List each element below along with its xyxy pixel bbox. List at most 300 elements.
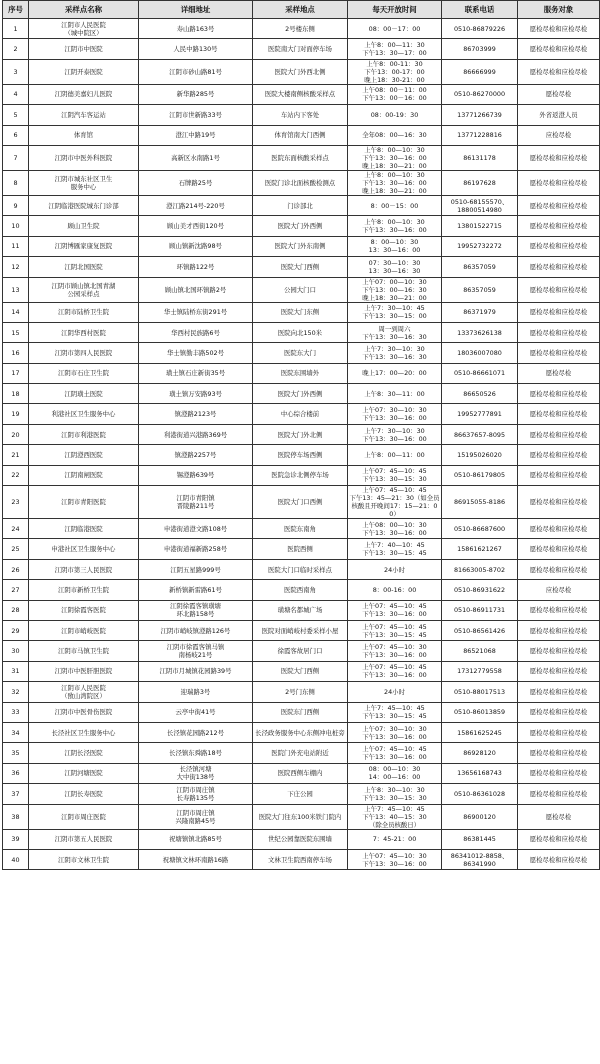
cell-sampling-location: 璜塘名都城广场 [253, 600, 348, 620]
table-row [3, 170, 600, 195]
cell-sampling-location: 医院停车场西侧 [253, 445, 348, 465]
cell-service-target: 愿检尽检和应检尽检 [518, 322, 600, 342]
cell-site-name: 江阴市周庄医院 [29, 804, 139, 829]
cell-phone: 86197628 [442, 170, 518, 195]
cell-service-target: 愿检尽检和应检尽检 [518, 641, 600, 661]
table-row [3, 145, 600, 170]
cell-address: 江阴五星路999号 [139, 559, 253, 579]
cell-phone: 13771266739 [442, 105, 518, 125]
table-row [3, 465, 600, 485]
cell-sampling-location: 医院大门外东南侧 [253, 236, 348, 256]
cell-address: 华士镇勤丰路502号 [139, 343, 253, 363]
cell-address: 利港街道兴港路369号 [139, 424, 253, 444]
cell-index: 5 [3, 105, 29, 125]
cell-index: 33 [3, 702, 29, 722]
cell-phone: 13656168743 [442, 763, 518, 783]
cell-service-target: 愿检尽检和应检尽检 [518, 722, 600, 742]
cell-index: 11 [3, 236, 29, 256]
cell-site-name: 江阴南闸医院 [29, 465, 139, 485]
cell-phone: 86371979 [442, 302, 518, 322]
cell-opening-hours: 8：00-16：00 [348, 580, 442, 600]
cell-sampling-location: 医院东面核酸采样点 [253, 145, 348, 170]
cell-sampling-location: 医院对面峭岐村委采样小屋 [253, 620, 348, 640]
cell-address: 江阴市周庄镇 长寿路135号 [139, 784, 253, 804]
cell-address: 迎瑞路3号 [139, 682, 253, 702]
cell-phone: 86900120 [442, 804, 518, 829]
cell-phone: 15195026020 [442, 445, 518, 465]
cell-opening-hours: 8：00－15：00 [348, 195, 442, 215]
cell-opening-hours: 上午8：00—10：30 下午13：30—16：00 晚上18：30—21：00 [348, 170, 442, 195]
cell-index: 38 [3, 804, 29, 829]
cell-opening-hours: 07：30—10：30 13：30—16：30 [348, 257, 442, 277]
cell-index: 6 [3, 125, 29, 145]
table-row [3, 105, 600, 125]
cell-address: 环镇路122号 [139, 257, 253, 277]
cell-site-name: 江阴长寿医院 [29, 784, 139, 804]
cell-site-name: 江阴市峭岐医院 [29, 620, 139, 640]
table-row [3, 216, 600, 236]
cell-sampling-location: 中心综合楼前 [253, 404, 348, 424]
cell-opening-hours: 上午07：45—10：45 下午13：30—16：00 [348, 600, 442, 620]
cell-service-target: 愿检尽检 [518, 804, 600, 829]
table-row [3, 849, 600, 869]
cell-service-target: 外省返澄人员 [518, 105, 600, 125]
table-row [3, 829, 600, 849]
cell-opening-hours: 08：00－17：00 [348, 19, 442, 39]
header-address: 详细地址 [139, 1, 253, 19]
cell-site-name: 江阴德美嘉妇儿医院 [29, 84, 139, 104]
cell-index: 9 [3, 195, 29, 215]
cell-phone: 0510-86179805 [442, 465, 518, 485]
cell-phone: 19952777891 [442, 404, 518, 424]
cell-service-target: 愿检尽检和应检尽检 [518, 829, 600, 849]
cell-opening-hours: 上午07：45—10：30 下午13：30—16：00 [348, 641, 442, 661]
table-row [3, 59, 600, 84]
cell-service-target: 愿检尽检和应检尽检 [518, 784, 600, 804]
table-row [3, 486, 600, 519]
cell-opening-hours: 上午07：45—10：45 下午13：30—16：00 [348, 661, 442, 681]
table-row [3, 743, 600, 763]
cell-site-name: 江阴市新桥卫生院 [29, 580, 139, 600]
cell-service-target: 愿检尽检和应检尽检 [518, 763, 600, 783]
cell-service-target: 愿检尽检和应检尽检 [518, 486, 600, 519]
cell-site-name: 江阴璜土医院 [29, 384, 139, 404]
cell-index: 22 [3, 465, 29, 485]
cell-address: 江阴徐霞客镇璜塘 环北路158号 [139, 600, 253, 620]
cell-index: 26 [3, 559, 29, 579]
cell-service-target: 愿检尽检和应检尽检 [518, 404, 600, 424]
cell-opening-hours: 8：00—10：30 13：30—16：00 [348, 236, 442, 256]
cell-phone: 15861625245 [442, 722, 518, 742]
cell-opening-hours: 上午08：00－11：00 下午13：00－16：00 [348, 84, 442, 104]
cell-service-target: 愿检尽检 [518, 363, 600, 383]
cell-sampling-location: 2号门东侧 [253, 682, 348, 702]
cell-service-target: 愿检尽检和应检尽检 [518, 465, 600, 485]
cell-phone: 0510-86879226 [442, 19, 518, 39]
cell-address: 江阴市青阳镇 晋陵路211号 [139, 486, 253, 519]
cell-sampling-location: 医院西侧车棚内 [253, 763, 348, 783]
cell-sampling-location: 医院西侧 [253, 539, 348, 559]
cell-sampling-location: 医院南大门对面停车场 [253, 39, 348, 59]
cell-address: 新华路285号 [139, 84, 253, 104]
table-row [3, 125, 600, 145]
table-row [3, 302, 600, 322]
cell-address: 江阴市月城镇花园路39号 [139, 661, 253, 681]
cell-index: 28 [3, 600, 29, 620]
cell-opening-hours: 24小时 [348, 682, 442, 702]
table-row [3, 404, 600, 424]
cell-sampling-location: 医院急诊北侧停车场 [253, 465, 348, 485]
cell-phone: 86915055-8186 [442, 486, 518, 519]
cell-sampling-location: 医院大楼南侧核酸采样点 [253, 84, 348, 104]
cell-site-name: 利港社区卫生服务中心 [29, 404, 139, 424]
cell-index: 8 [3, 170, 29, 195]
cell-phone: 0510-86661071 [442, 363, 518, 383]
sampling-sites-table [2, 0, 600, 870]
cell-sampling-location: 医院东围墙外 [253, 363, 348, 383]
table-header-row [3, 1, 600, 19]
table-row [3, 722, 600, 742]
cell-phone: 0510-88017513 [442, 682, 518, 702]
cell-address: 长泾镇河塘 大中街138号 [139, 763, 253, 783]
cell-sampling-location: 医院大门东侧 [253, 302, 348, 322]
table-row [3, 784, 600, 804]
table-row [3, 322, 600, 342]
cell-opening-hours: 上午8：00—11：30 下午13：30—17：00 [348, 39, 442, 59]
cell-site-name: 江阴市第三人民医院 [29, 559, 139, 579]
cell-index: 24 [3, 519, 29, 539]
cell-index: 25 [3, 539, 29, 559]
table-row [3, 84, 600, 104]
cell-phone: 0510-86687600 [442, 519, 518, 539]
cell-service-target: 愿检尽检和应检尽检 [518, 661, 600, 681]
cell-phone: 13771228816 [442, 125, 518, 145]
cell-address: 镇澄路2123号 [139, 404, 253, 424]
cell-phone: 0510-86931622 [442, 580, 518, 600]
table-row [3, 763, 600, 783]
table-row [3, 804, 600, 829]
cell-sampling-location: 徐霞客故居门口 [253, 641, 348, 661]
cell-service-target: 愿检尽检和应检尽检 [518, 682, 600, 702]
cell-index: 40 [3, 849, 29, 869]
cell-sampling-location: 医院大门口临时采样点 [253, 559, 348, 579]
cell-address: 华士镇陆桥东街291号 [139, 302, 253, 322]
table-row [3, 343, 600, 363]
cell-index: 32 [3, 682, 29, 702]
cell-opening-hours: 24小时 [348, 559, 442, 579]
table-row [3, 539, 600, 559]
cell-sampling-location: 医院大门外西侧 [253, 216, 348, 236]
cell-index: 7 [3, 145, 29, 170]
cell-sampling-location: 长泾政务服务中心东侧冲电桩旁 [253, 722, 348, 742]
cell-opening-hours: 08：00-19：30 [348, 105, 442, 125]
cell-service-target: 愿检尽检和应检尽检 [518, 170, 600, 195]
cell-address: 璜土镇万安路93号 [139, 384, 253, 404]
cell-opening-hours: 上午07：00—10：30 下午13：00—16：30 晚上18：30—21：00 [348, 277, 442, 302]
cell-sampling-location: 医院东大门 [253, 343, 348, 363]
cell-site-name: 江阴市文林卫生院 [29, 849, 139, 869]
cell-service-target: 愿检尽检和应检尽检 [518, 195, 600, 215]
cell-site-name: 江阴市第五人民医院 [29, 829, 139, 849]
cell-address: 镇澄路2257号 [139, 445, 253, 465]
cell-address: 锡澄路639号 [139, 465, 253, 485]
cell-address: 石牌路25号 [139, 170, 253, 195]
cell-address: 申港街道福新路258号 [139, 539, 253, 559]
cell-index: 17 [3, 363, 29, 383]
cell-opening-hours: 08：00—10：30 14：00—16：00 [348, 763, 442, 783]
cell-index: 27 [3, 580, 29, 600]
cell-phone: 0510-86270000 [442, 84, 518, 104]
cell-opening-hours: 7：45-21：00 [348, 829, 442, 849]
cell-address: 顾山镇北国环镇路2号 [139, 277, 253, 302]
cell-site-name: 长泾社区卫生服务中心 [29, 722, 139, 742]
cell-site-name: 江阴市中医骨伤医院 [29, 702, 139, 722]
cell-opening-hours: 上午07：45—10：30 下午13：30—16：00 [348, 849, 442, 869]
cell-site-name: 江阴华西村医院 [29, 322, 139, 342]
cell-sampling-location: 下庄公园 [253, 784, 348, 804]
cell-index: 23 [3, 486, 29, 519]
cell-service-target: 愿检尽检和应检尽检 [518, 216, 600, 236]
cell-phone: 86357059 [442, 277, 518, 302]
cell-service-target: 愿检尽检和应检尽检 [518, 539, 600, 559]
cell-sampling-location: 门诊部北 [253, 195, 348, 215]
cell-address: 祝塘镇镇北路85号 [139, 829, 253, 849]
table-row [3, 195, 600, 215]
header-phone: 联系电话 [442, 1, 518, 19]
cell-phone: 86131178 [442, 145, 518, 170]
header-sampling-location: 采样地点 [253, 1, 348, 19]
cell-phone: 86703999 [442, 39, 518, 59]
cell-opening-hours: 晚上17：00—20：00 [348, 363, 442, 383]
cell-service-target: 愿检尽检和应检尽检 [518, 39, 600, 59]
header-service-target: 服务对象 [518, 1, 600, 19]
cell-site-name: 江阴市人民医院 （城中院区） [29, 19, 139, 39]
cell-site-name: 江阴市中医院 [29, 39, 139, 59]
table-row [3, 702, 600, 722]
cell-opening-hours: 上午07：45—10：45 下午13：45—21：30（如全员核酸且开晚间17：15—21：00） [349, 486, 440, 519]
cell-sampling-location: 医院大门外西侧 [253, 384, 348, 404]
cell-site-name: 江阴汽车客运站 [29, 105, 139, 125]
cell-opening-hours: 上午8：00—10：30 下午13：30—16：00 [348, 216, 442, 236]
cell-index: 16 [3, 343, 29, 363]
cell-opening-hours: 上午8：30—10：30 下午13：30—15：30 [348, 784, 442, 804]
cell-site-name: 江阴临港医院 [29, 519, 139, 539]
cell-phone: 19952732272 [442, 236, 518, 256]
cell-index: 10 [3, 216, 29, 236]
cell-service-target: 应检尽检 [518, 580, 600, 600]
cell-phone: 0510-86361028 [442, 784, 518, 804]
cell-index: 13 [3, 277, 29, 302]
cell-opening-hours: 周一到周六 下午13：30—16：30 [348, 322, 442, 342]
cell-service-target: 愿检尽检和应检尽检 [518, 445, 600, 465]
header-site-name: 采样点名称 [29, 1, 139, 19]
table-row [3, 445, 600, 465]
cell-site-name: 江阴临港医院城东门诊部 [29, 195, 139, 215]
cell-site-name: 江阴市中医外科医院 [29, 145, 139, 170]
cell-site-name: 江阴博匯家康复医院 [29, 236, 139, 256]
cell-address: 寿山路163号 [139, 19, 253, 39]
cell-index: 30 [3, 641, 29, 661]
cell-site-name: 申港社区卫生服务中心 [29, 539, 139, 559]
table-row [3, 682, 600, 702]
cell-site-name: 江阴市石庄卫生院 [29, 363, 139, 383]
cell-site-name: 江阴北国医院 [29, 257, 139, 277]
table-row [3, 424, 600, 444]
cell-service-target: 愿检尽检和应检尽检 [518, 424, 600, 444]
cell-index: 39 [3, 829, 29, 849]
cell-index: 35 [3, 743, 29, 763]
cell-index: 34 [3, 722, 29, 742]
cell-service-target: 愿检尽检和应检尽检 [518, 343, 600, 363]
cell-sampling-location: 医院东南角 [253, 519, 348, 539]
cell-site-name: 江阴澄西医院 [29, 445, 139, 465]
cell-phone: 86666999 [442, 59, 518, 84]
cell-opening-hours: 上午07：30—10：30 下午13：30—16：00 [348, 722, 442, 742]
table-row [3, 39, 600, 59]
cell-sampling-location: 医院西南角 [253, 580, 348, 600]
cell-sampling-location: 体育馆南大门西侧 [253, 125, 348, 145]
cell-site-name: 江阴市青阳医院 [29, 486, 139, 519]
table-row [3, 641, 600, 661]
cell-opening-hours: 上午7：40—10：45 下午13：30—15：45 [348, 539, 442, 559]
cell-opening-hours: 上午8：00—10：30 下午13：30—16：00 晚上18：30—21：00 [348, 145, 442, 170]
cell-address: 祝塘镇文林环南路16路 [139, 849, 253, 869]
table-row [3, 600, 600, 620]
cell-sampling-location: 医院大门外西北侧 [253, 59, 348, 84]
cell-service-target: 愿检尽检和应检尽检 [518, 600, 600, 620]
cell-phone: 0510-86561426 [442, 620, 518, 640]
cell-address: 新桥镇新雷路61号 [139, 580, 253, 600]
cell-address: 璜土镇石庄新街35号 [139, 363, 253, 383]
cell-site-name: 顾山卫生院 [29, 216, 139, 236]
cell-phone: 0510-86013859 [442, 702, 518, 722]
table-row [3, 519, 600, 539]
table-row [3, 236, 600, 256]
table-row [3, 559, 600, 579]
cell-site-name: 江阴市中医肝胆医院 [29, 661, 139, 681]
cell-phone: 81663005-8702 [442, 559, 518, 579]
cell-opening-hours: 上午7：45—10：45 下午13：40—15：30 （除全员核酸日） [348, 804, 442, 829]
cell-phone: 13373626138 [442, 322, 518, 342]
cell-phone: 86341012-8858、 86341990 [442, 849, 518, 869]
cell-phone: 18036007080 [442, 343, 518, 363]
cell-service-target: 愿检尽检和应检尽检 [518, 257, 600, 277]
cell-service-target: 愿检尽检和应检尽检 [518, 59, 600, 84]
cell-site-name: 江阴市陆桥卫生院 [29, 302, 139, 322]
cell-sampling-location: 2号楼东侧 [253, 19, 348, 39]
table-row [3, 277, 600, 302]
cell-opening-hours: 上午7：30—10：30 下午13：30—16：00 [348, 424, 442, 444]
cell-index: 37 [3, 784, 29, 804]
cell-site-name: 江阴河塘医院 [29, 763, 139, 783]
cell-opening-hours: 上午7：45—10：45 下午13：30—15：45 [348, 702, 442, 722]
header-opening-hours: 每天开放时间 [348, 1, 442, 19]
table-row [3, 620, 600, 640]
cell-address: 华西村民族路6号 [139, 322, 253, 342]
cell-service-target: 愿检尽检和应检尽检 [518, 277, 600, 302]
cell-phone: 17312779558 [442, 661, 518, 681]
cell-opening-hours: 上午07：45—10：45 下午13：30—15：30 [348, 465, 442, 485]
cell-site-name: 江阴市马镇卫生院 [29, 641, 139, 661]
cell-sampling-location: 公园大门口 [253, 277, 348, 302]
cell-opening-hours: 全年08：00—16：30 [348, 125, 442, 145]
cell-index: 4 [3, 84, 29, 104]
cell-service-target: 愿检尽检 [518, 84, 600, 104]
cell-index: 29 [3, 620, 29, 640]
cell-phone: 0510-68155570、 18800514980 [442, 195, 518, 215]
cell-opening-hours: 上午08：00—10：30 下午13：30—16：00 [348, 519, 442, 539]
cell-sampling-location: 世纪公园靠医院东围墙 [253, 829, 348, 849]
cell-phone: 86928120 [442, 743, 518, 763]
cell-service-target: 愿检尽检和应检尽检 [518, 19, 600, 39]
cell-sampling-location: 医院向北150米 [253, 322, 348, 342]
header-index: 序号 [3, 1, 29, 19]
cell-index: 36 [3, 763, 29, 783]
cell-opening-hours: 上午7：30—10：45 下午13：30—15：00 [348, 302, 442, 322]
table-row [3, 19, 600, 39]
cell-opening-hours: 上午7：30—10：30 下午13：30—16：30 [348, 343, 442, 363]
cell-service-target: 愿检尽检和应检尽检 [518, 302, 600, 322]
cell-sampling-location: 医院大门口西侧 [253, 486, 348, 519]
cell-index: 15 [3, 322, 29, 342]
cell-sampling-location: 医院门外充电站附近 [253, 743, 348, 763]
cell-address: 顾山镇新沈路98号 [139, 236, 253, 256]
cell-sampling-location: 车站内下客处 [253, 105, 348, 125]
cell-phone: 86650526 [442, 384, 518, 404]
cell-service-target: 愿检尽检和应检尽检 [518, 236, 600, 256]
cell-index: 21 [3, 445, 29, 465]
cell-sampling-location: 医院大门西侧 [253, 257, 348, 277]
cell-service-target: 愿检尽检和应检尽检 [518, 849, 600, 869]
cell-address: 江阴市周庄镇 兴隆南路45号 [139, 804, 253, 829]
cell-opening-hours: 上午07：45—10：45 下午13：30—15：45 [348, 620, 442, 640]
cell-phone: 86637657-8095 [442, 424, 518, 444]
cell-phone: 86521068 [442, 641, 518, 661]
cell-sampling-location: 医院大门西侧 [253, 661, 348, 681]
cell-address: 人民中路130号 [139, 39, 253, 59]
cell-index: 20 [3, 424, 29, 444]
table-row [3, 257, 600, 277]
cell-address: 江阴市徐霞客镇马镇 南杨岐21号 [139, 641, 253, 661]
cell-phone: 86381445 [442, 829, 518, 849]
cell-address: 长泾镇花园路212号 [139, 722, 253, 742]
cell-address: 江阴市峭岐镇澄路126号 [139, 620, 253, 640]
cell-address: 申港街道澄文路108号 [139, 519, 253, 539]
cell-site-name: 江阴长泾医院 [29, 743, 139, 763]
cell-site-name: 江阴徐霞客医院 [29, 600, 139, 620]
cell-sampling-location: 医院门诊北面核酸检测点 [253, 170, 348, 195]
cell-site-name: 江阴市人民医院 （敔山湾院区） [29, 682, 139, 702]
cell-service-target: 愿检尽检和应检尽检 [518, 743, 600, 763]
cell-service-target: 愿检尽检和应检尽检 [518, 559, 600, 579]
cell-index: 19 [3, 404, 29, 424]
cell-address: 高新区水南路1号 [139, 145, 253, 170]
cell-address: 云亭中街41号 [139, 702, 253, 722]
cell-index: 2 [3, 39, 29, 59]
cell-phone: 0510-86911731 [442, 600, 518, 620]
cell-index: 31 [3, 661, 29, 681]
cell-sampling-location: 医院东门西侧 [253, 702, 348, 722]
cell-address: 顾山美才西街120号 [139, 216, 253, 236]
cell-service-target: 应检尽检 [518, 125, 600, 145]
cell-service-target: 愿检尽检和应检尽检 [518, 384, 600, 404]
cell-opening-hours: 上午8：30—11：00 [348, 384, 442, 404]
cell-opening-hours: 上午07：45—10：45 下午13：30—16：00 [348, 743, 442, 763]
cell-opening-hours: 上午8：00-11：30 下午13：00-17：00 晚上18：30-21：00 [348, 59, 442, 84]
cell-service-target: 愿检尽检和应检尽检 [518, 519, 600, 539]
cell-site-name: 江阴市第四人民医院 [29, 343, 139, 363]
cell-index: 18 [3, 384, 29, 404]
